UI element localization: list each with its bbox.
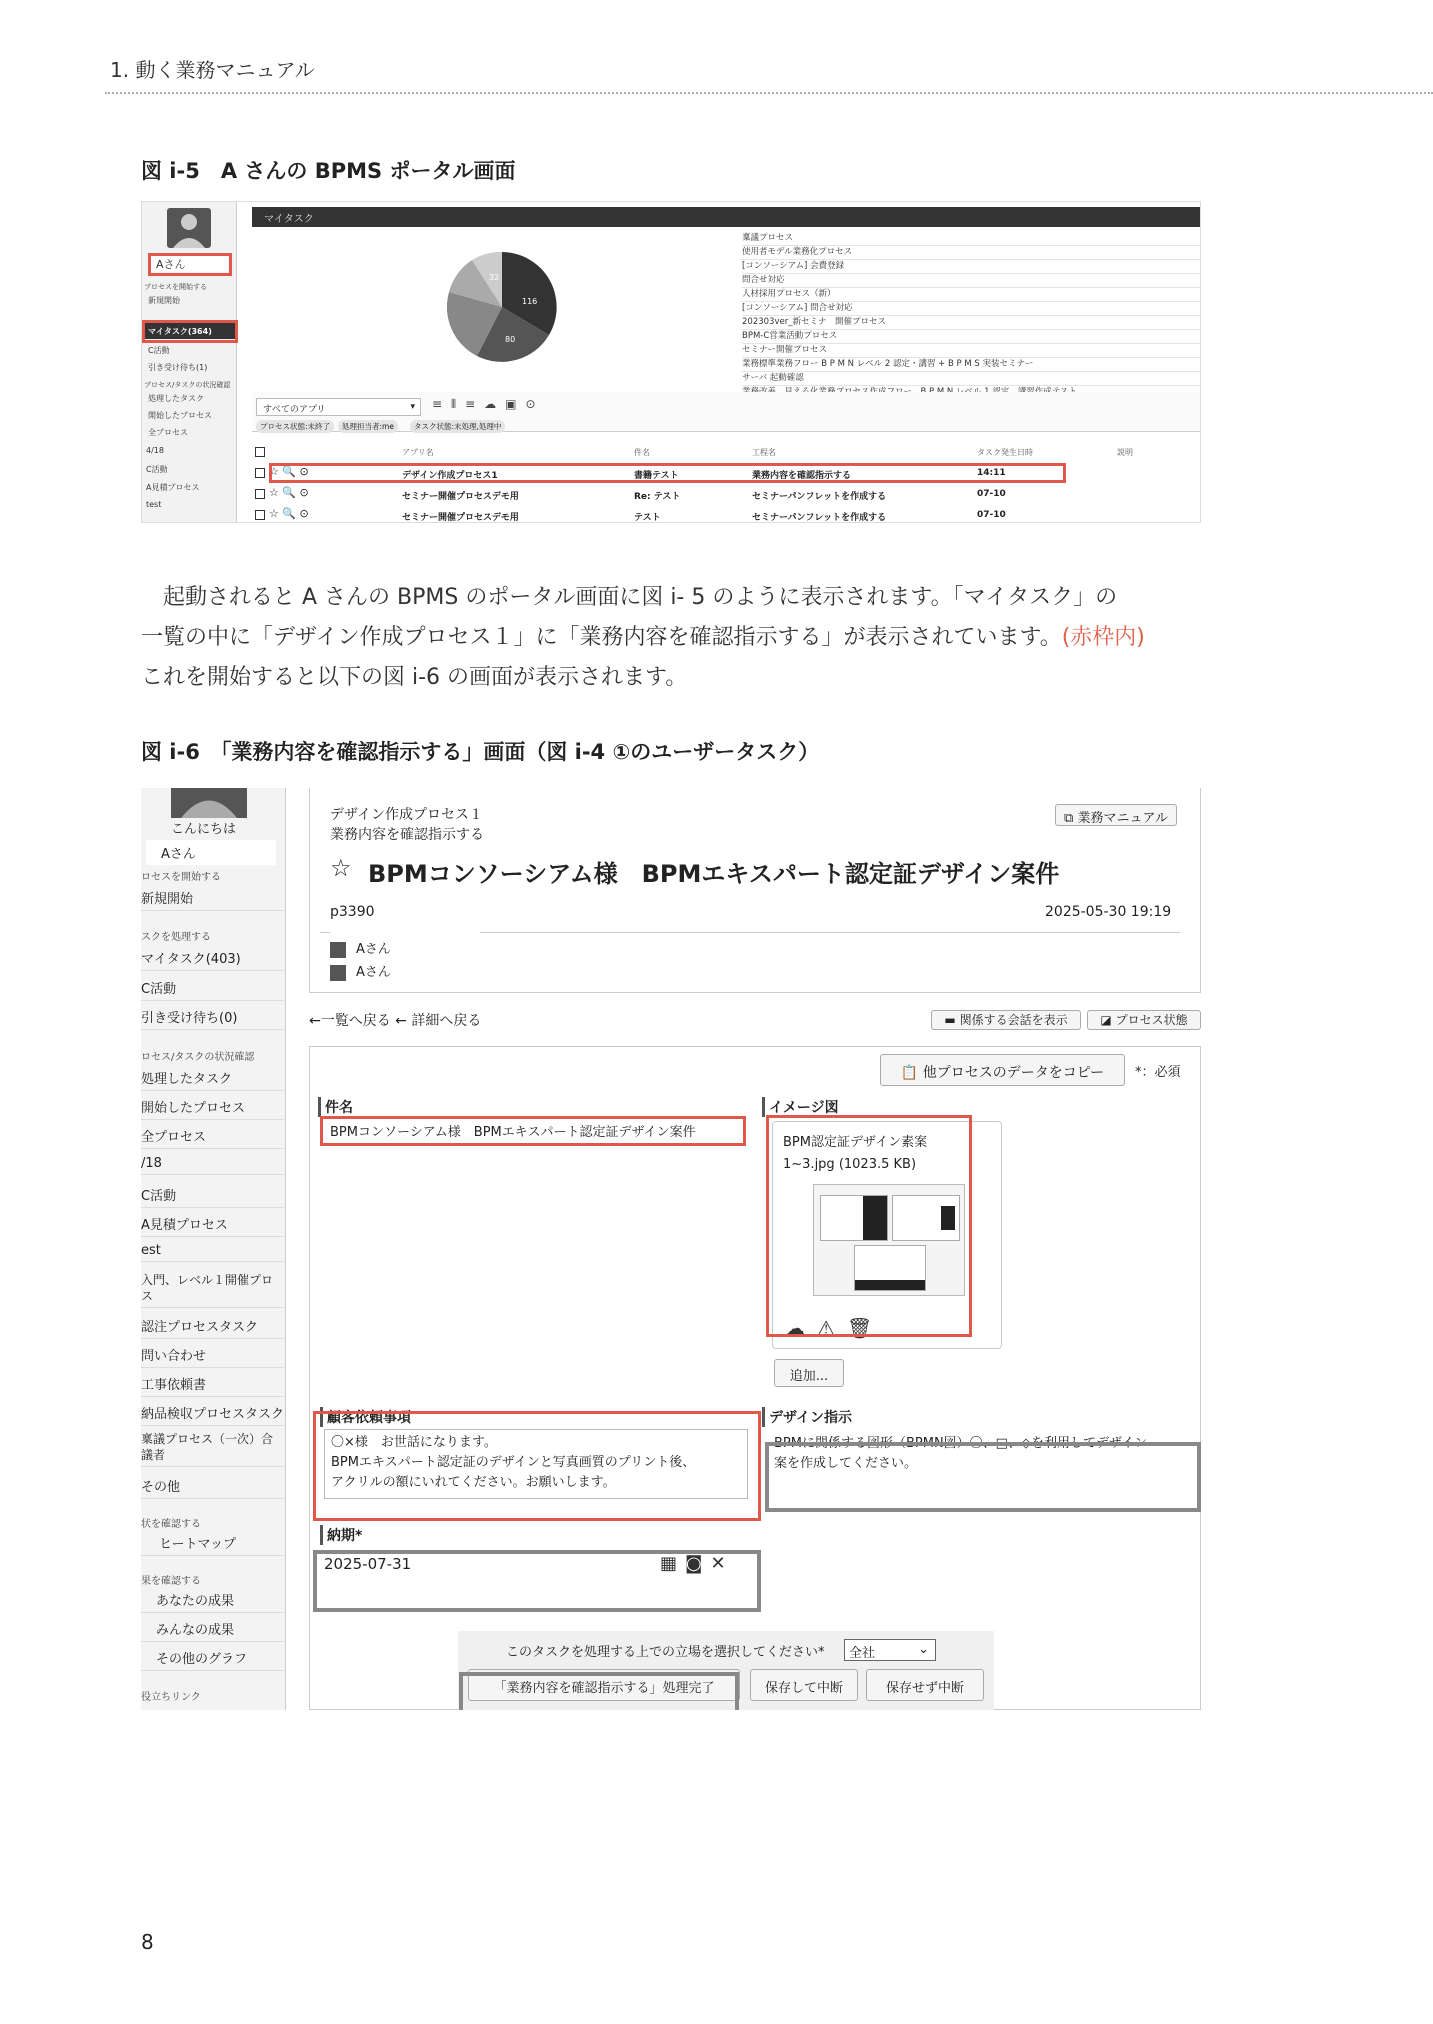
user-name: Aさん [146, 840, 276, 865]
manual-button[interactable] [1055, 804, 1177, 826]
sidebar-item-my-task[interactable]: マイタスク(403) [141, 948, 286, 971]
sidebar-item-processed[interactable]: 処理したタスク [141, 1068, 286, 1091]
sidebar-item[interactable]: est [141, 1243, 286, 1262]
sidebar-section: ロセスを開始する [141, 872, 221, 883]
person-icon [330, 965, 346, 981]
sidebar-item[interactable]: /18 [141, 1156, 286, 1175]
paragraph-line: 起動されると A さんの BPMS のポータル画面に図 i- 5 のように表示されます。「マイタスク」の [163, 585, 1118, 610]
customer-request-label: 顧客依頼事項 [320, 1407, 411, 1427]
sidebar-item-all[interactable]: 全プロセス [141, 1126, 286, 1149]
column-header: 件名 [634, 448, 650, 457]
avatar [167, 208, 211, 248]
process-status-label: プロセス状態 [1115, 1013, 1188, 1027]
cell-app: デザイン作成プロセス1 [402, 471, 498, 481]
sidebar-item-processed[interactable]: 処理したタスク [148, 394, 204, 403]
sidebar-item[interactable]: A見積プロセス [146, 483, 200, 492]
legend-item: セミナー開催プロセス [742, 344, 1201, 358]
sidebar-item-new-start[interactable]: 新規開始 [141, 888, 286, 911]
app-select[interactable] [256, 398, 421, 416]
column-header: アプリ名 [402, 448, 434, 457]
manual-button-label: 業務マニュアル [1077, 811, 1168, 826]
sidebar-item-started[interactable]: 開始したプロセス [148, 411, 212, 420]
person-icon [330, 942, 346, 958]
row-highlight [269, 463, 1066, 483]
cell-step: セミナーパンフレットを作成する [752, 492, 887, 502]
column-header: タスク発生日時 [977, 448, 1033, 457]
legend-item: 問合せ対応 [742, 274, 1201, 288]
manual-icon: ⧉ [1064, 811, 1074, 826]
user-name: Aさん [356, 965, 391, 980]
subject-label: 件名 [318, 1097, 353, 1117]
legend-item: サーバ 起動確認 [742, 372, 1201, 386]
copy-data-button[interactable] [880, 1054, 1125, 1086]
related-chat-label: 関係する会話を表示 [959, 1013, 1068, 1027]
column-header: 工程名 [752, 448, 776, 457]
user-highlight [148, 253, 232, 276]
legend-item: [コンソーシアム] 会費登録 [742, 260, 1201, 274]
task-pie-chart [447, 252, 557, 362]
process-name: デザイン作成プロセス１ [330, 807, 484, 823]
sidebar-item[interactable]: 4/18 [146, 446, 164, 455]
sidebar-item[interactable]: 稟議プロセス（一次）合 議者 [141, 1431, 286, 1467]
greeting: こんにちは [171, 822, 237, 837]
sidebar-section: 役立ちリンク [141, 1692, 201, 1703]
sidebar-section: プロセス/タスクの状況確認 [144, 381, 231, 389]
clipboard-icon: 📋 [900, 1065, 919, 1081]
deadline-field[interactable]: 2025-07-31 [324, 1555, 412, 1573]
cell-date: 14:11 [977, 468, 1006, 478]
filter-chip[interactable]: プロセス状態:未終了 [256, 420, 334, 433]
sidebar-item[interactable]: 工事依頼書 [141, 1374, 286, 1397]
sidebar-item-your-results[interactable]: あなたの成果 [141, 1590, 286, 1613]
process-status-button[interactable] [1087, 1010, 1201, 1030]
sidebar-item-new-start[interactable]: 新規開始 [148, 296, 180, 305]
sidebar-item-c-activity[interactable]: C活動 [148, 346, 170, 355]
app-select-value: すべてのアプリ [263, 405, 326, 415]
related-chat-button[interactable] [931, 1010, 1081, 1030]
portal-toolbar [252, 392, 1201, 432]
task-header-panel [309, 788, 1201, 993]
column-header: 説明 [1117, 448, 1133, 457]
legend-item: 業務標準業務フロー B P M N レベル 2 認定・講習 + B P M S 実装セミナー [742, 358, 1201, 372]
deadline-actions[interactable]: ▦◙✕ [660, 1553, 734, 1574]
sidebar-item[interactable]: C活動 [141, 1185, 286, 1208]
sidebar-item[interactable]: C活動 [146, 465, 168, 474]
cell-app: セミナー開催プロセスデモ用 [402, 492, 519, 502]
deadline-highlight [313, 1550, 761, 1612]
sidebar-item[interactable]: 認注プロセスタスク [141, 1316, 286, 1339]
sidebar-item[interactable]: A見積プロセス [141, 1214, 286, 1237]
chat-icon: ▬ [944, 1013, 956, 1027]
add-button[interactable]: 追加... [774, 1359, 844, 1387]
user-list [330, 928, 480, 984]
user-name: Aさん [356, 942, 391, 957]
pie-legend [742, 232, 1201, 400]
filter-chip[interactable]: 処理担当者:me [338, 420, 398, 433]
copy-data-label: 他プロセスのデータをコピー [922, 1065, 1105, 1081]
design-instruction-label: デザイン指示 [762, 1407, 852, 1427]
sidebar-item-pending[interactable]: 引き受け待ち(0) [141, 1007, 286, 1030]
task-sidebar [141, 788, 286, 1710]
sidebar-item-heatmap[interactable]: ヒートマップ [141, 1533, 286, 1556]
chevron-down-icon: ▾ [410, 402, 415, 412]
legend-item: 人材採用プロセス（新） [742, 288, 1201, 302]
file-name[interactable]: BPM認定証デザイン素案 1~3.jpg (1023.5 KB) [783, 1135, 928, 1172]
process-id: p3390 [330, 904, 375, 920]
page-title: BPMコンソーシアム様 BPMエキスパート認定証デザイン案件 [368, 860, 1060, 888]
row-actions[interactable]: ☆ 🔍 ⊙ [269, 507, 309, 520]
cell-subject: テスト [634, 513, 661, 523]
design-instruction-field[interactable]: BPMに関係する図形（BPMN図）〇、□、◇を利用してデザイン 案を作成してください。 [774, 1436, 1148, 1471]
process-datetime: 2025-05-30 19:19 [1045, 904, 1172, 920]
mytask-highlight [142, 320, 238, 343]
status-icon: ◪ [1100, 1013, 1112, 1027]
paragraph-line [141, 618, 1201, 658]
cell-step: セミナーパンフレットを作成する [752, 513, 887, 523]
legend-item: 使用者モデル業務化プロセス [742, 246, 1201, 260]
sidebar-item[interactable]: 入門、レベル１開催プロ ス [141, 1272, 286, 1308]
required-note: *：必須 [1135, 1065, 1181, 1080]
attachment-actions[interactable]: ☁⚠🗑 [785, 1316, 885, 1340]
row-actions[interactable]: ☆ 🔍 ⊙ [269, 465, 309, 478]
favorite-star-icon[interactable]: ☆ [330, 854, 352, 882]
sidebar-item-all-results[interactable]: みんなの成果 [141, 1619, 286, 1642]
figure-5-screenshot [141, 201, 1201, 523]
toolbar-icons[interactable]: ≡⫴≡☁▣⊙ [432, 397, 545, 411]
page-number: 8 [141, 1930, 154, 1954]
sidebar-item[interactable]: 納品検収プロセスタスク [141, 1403, 286, 1426]
figure-6-screenshot [141, 788, 1201, 1710]
sidebar-item-started[interactable]: 開始したプロセス [141, 1097, 286, 1120]
row-actions[interactable]: ☆ 🔍 ⊙ [269, 486, 309, 499]
figure-5-caption: 図 i-5 A さんの BPMS ポータル画面 [141, 159, 516, 183]
avatar [171, 788, 247, 818]
figure-6-caption: 図 i-6 「業務内容を確認指示する」画面（図 i-4 ①のユーザータスク） [141, 740, 820, 764]
complete-button-highlight [459, 1672, 739, 1710]
chevron-down-icon: ⌄ [918, 1642, 929, 1657]
sidebar-item-all[interactable]: 全プロセス [148, 428, 188, 437]
header-divider [105, 92, 1433, 94]
red-note: (赤枠内) [1061, 625, 1145, 650]
complete-button[interactable]: 「業務内容を確認指示する」処理完了 [468, 1669, 740, 1701]
pie-label: 116 [522, 297, 538, 306]
body-paragraph [141, 578, 1201, 698]
cell-subject: Re: テスト [634, 492, 681, 502]
user-name: Aさん [148, 254, 228, 272]
customer-request-highlight [313, 1411, 761, 1521]
pie-label: 80 [505, 335, 516, 344]
image-label: イメージ図 [762, 1097, 839, 1117]
deadline-label: 納期* [320, 1525, 362, 1545]
pie-label: 32 [489, 273, 500, 282]
user-row [330, 961, 391, 981]
cell-step: 業務内容を確認指示する [752, 471, 852, 481]
cell-app: セミナー開催プロセスデモ用 [402, 513, 519, 523]
portal-sidebar [142, 202, 237, 523]
design-instruction-highlight [765, 1442, 1201, 1512]
paragraph-line: これを開始すると以下の図 i-6 の画面が表示されます。 [141, 665, 688, 690]
position-select-value: 全社 [849, 1646, 876, 1661]
legend-item: 202303ver_新セミナ 開催プロセス [742, 316, 1201, 330]
paragraph-text: 一覧の中に「デザイン作成プロセス１」に「業務内容を確認指示する」が表示されています。 [141, 625, 1062, 650]
sidebar-section: スクを処理する [141, 932, 211, 943]
nosave-suspend-button[interactable]: 保存せず中断 [866, 1669, 984, 1701]
image-highlight [766, 1115, 972, 1337]
row-checkbox[interactable] [255, 489, 265, 499]
legend-item: [コンソーシアム] 問合せ対応 [742, 302, 1201, 316]
subject-highlight [320, 1116, 746, 1146]
row-checkbox[interactable] [255, 510, 265, 520]
subject-field[interactable]: BPMコンソーシアム様 BPMエキスパート認定証デザイン案件 [330, 1125, 696, 1140]
portal-title-bar: マイタスク [252, 207, 1201, 227]
chapter-header: 1. 動く業務マニュアル [110, 58, 315, 82]
sidebar-item[interactable]: その他 [141, 1476, 286, 1499]
sidebar-item[interactable]: test [146, 500, 162, 509]
sidebar-section: 状を確認する [141, 1519, 201, 1530]
select-all-checkbox[interactable] [255, 447, 265, 457]
sidebar-item-other-graphs[interactable]: その他のグラフ [141, 1648, 286, 1671]
sidebar-item-c-activity[interactable]: C活動 [141, 978, 286, 1001]
sidebar-section: プロセスを開始する [144, 283, 207, 291]
cell-date: 07-10 [977, 510, 1006, 520]
position-select[interactable] [844, 1639, 936, 1661]
position-prompt: このタスクを処理する上での立場を選択してください* [506, 1645, 825, 1660]
sidebar-section: ロセス/タスクの状況確認 [141, 1052, 255, 1063]
sidebar-section: 果を確認する [141, 1576, 201, 1587]
legend-item: 稟議プロセス [742, 232, 1201, 246]
filter-chip[interactable]: タスク状態:未処理,処理中 [410, 420, 505, 433]
sidebar-item-pending[interactable]: 引き受け待ち(1) [148, 363, 208, 372]
step-name: 業務内容を確認指示する [330, 827, 484, 843]
back-links[interactable]: ←一覧へ戻る ← 詳細へ戻る [309, 1013, 482, 1029]
row-checkbox[interactable] [255, 468, 265, 478]
sidebar-item-my-task[interactable]: マイタスク(364) [144, 323, 237, 339]
sidebar-item[interactable]: 問い合わせ [141, 1345, 286, 1368]
legend-item: BPM-C営業活動プロセス [742, 330, 1201, 344]
save-suspend-button[interactable]: 保存して中断 [750, 1669, 858, 1701]
user-row [330, 938, 391, 958]
cell-subject: 書籍テスト [634, 471, 679, 481]
cell-date: 07-10 [977, 489, 1006, 499]
customer-request-field[interactable]: 〇×様 お世話になります。 BPMエキスパート認定証のデザインと写真画質のプリント後、 アクリルの額にいれてください。お願いします。 [324, 1429, 748, 1499]
